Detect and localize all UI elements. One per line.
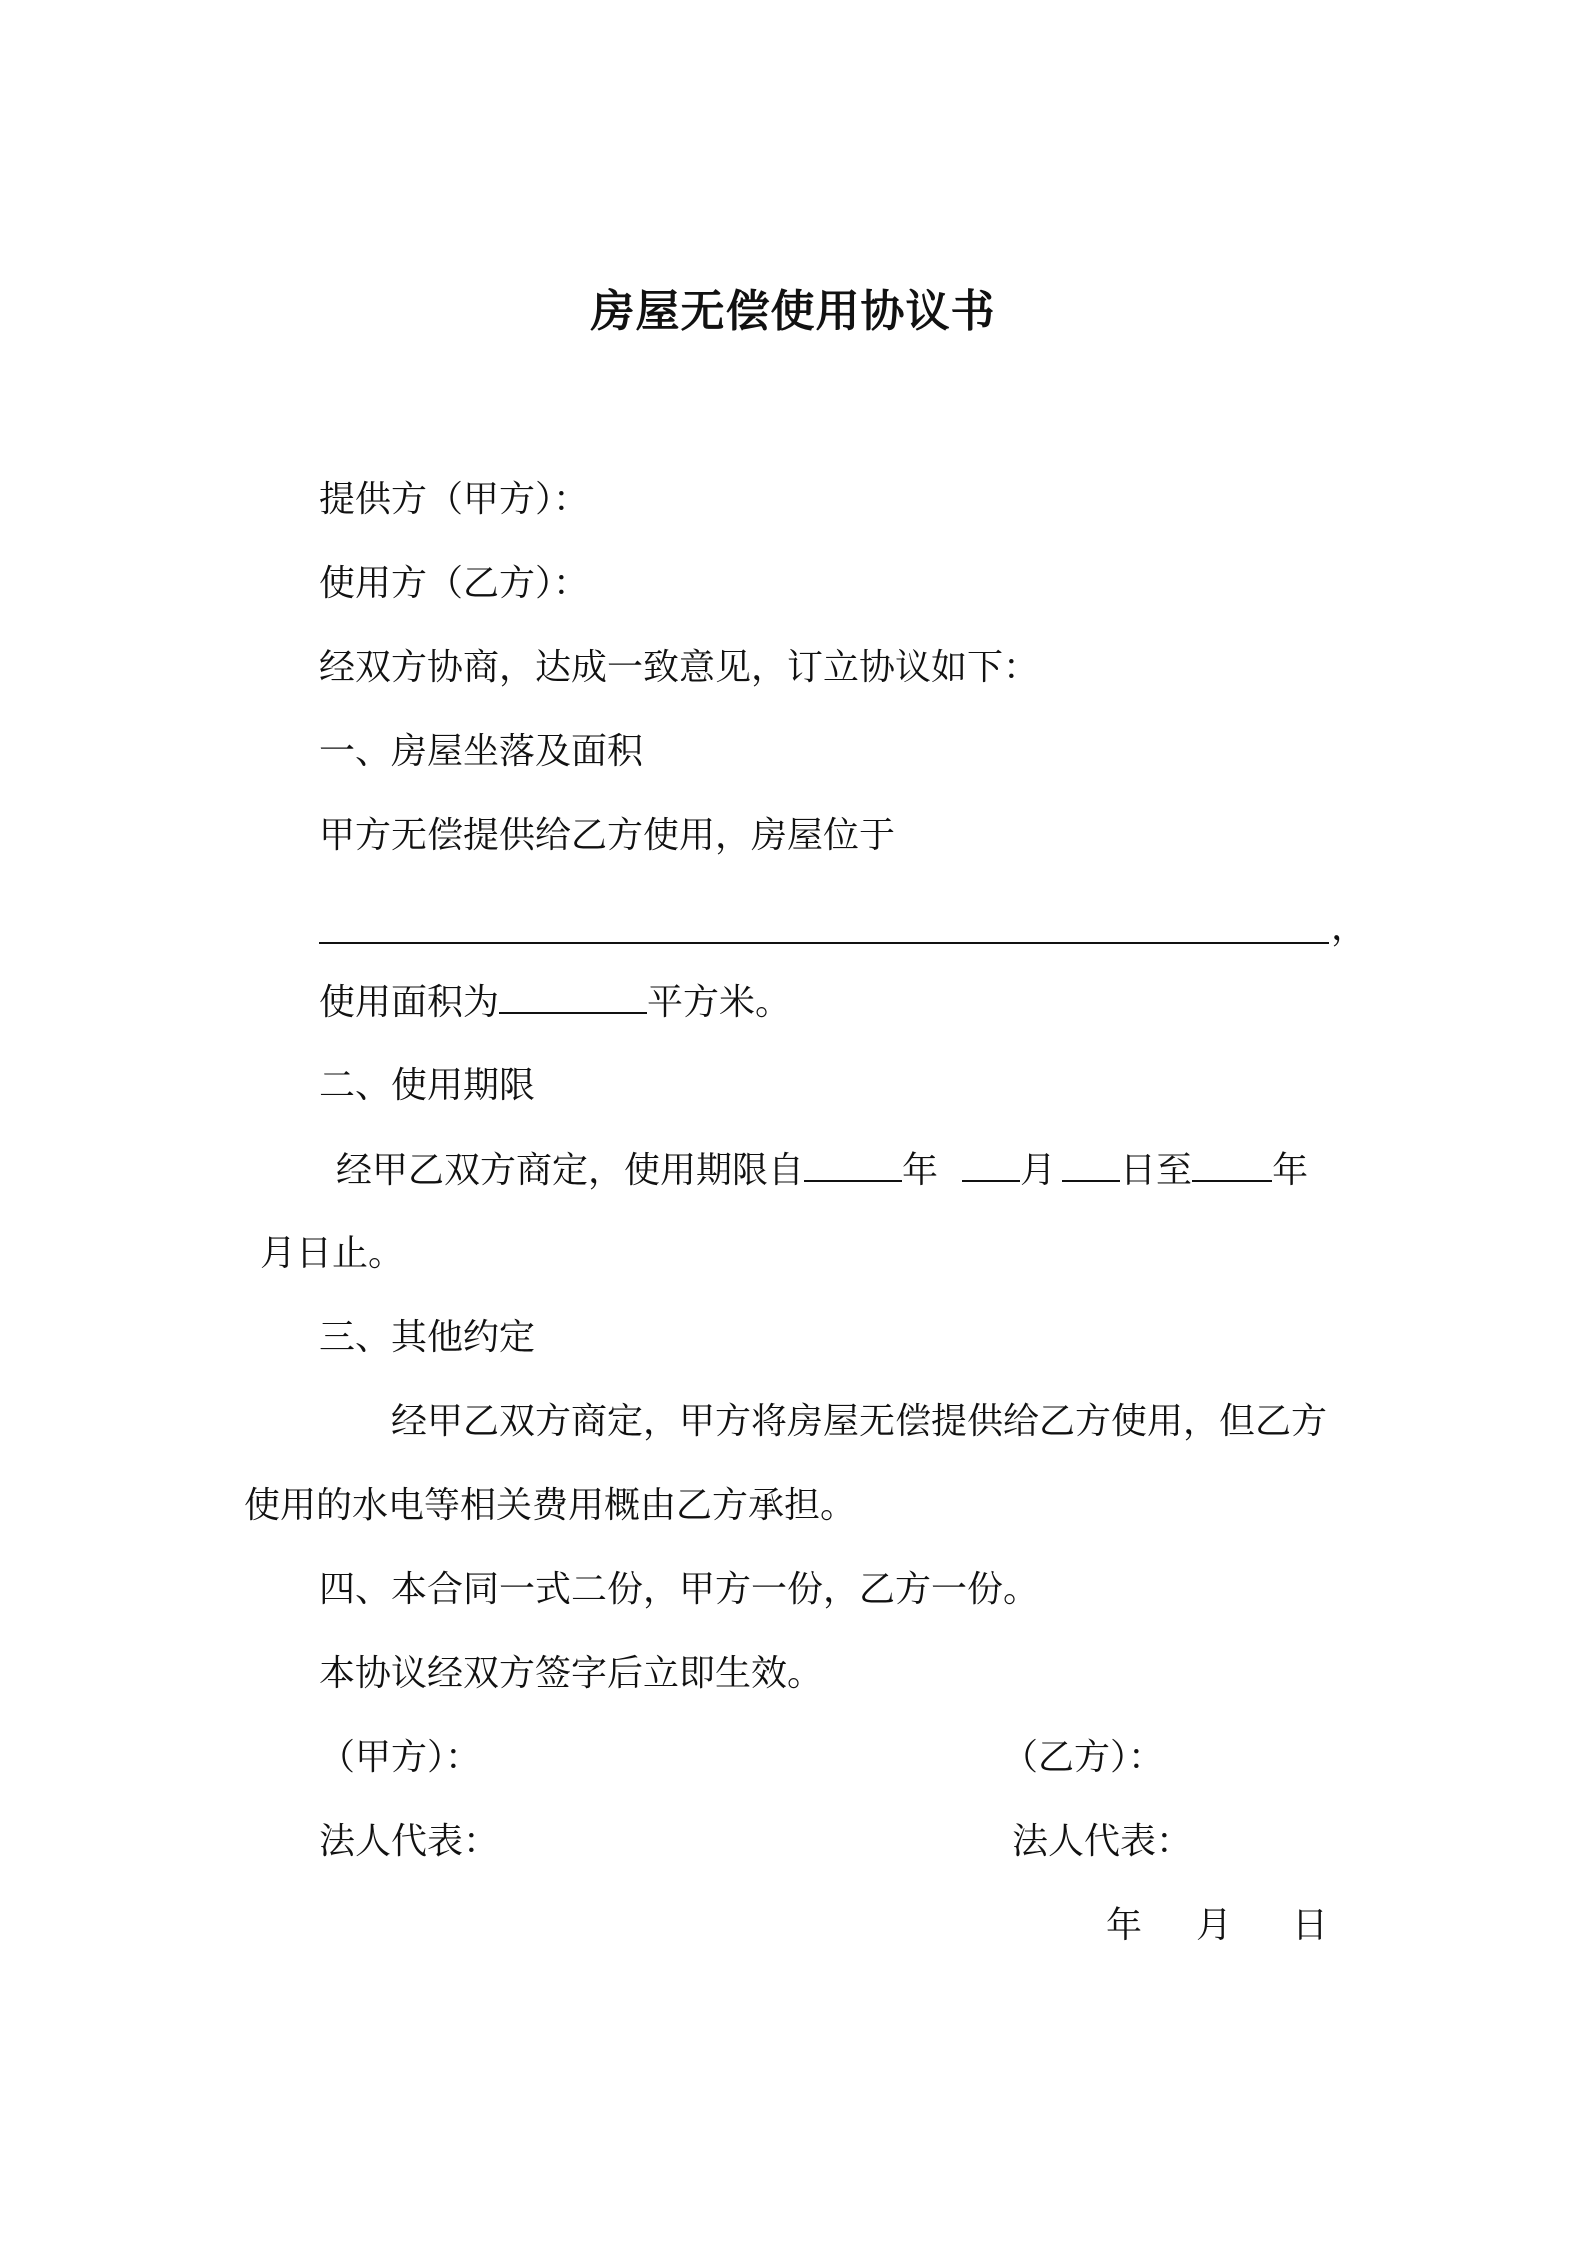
section3-heading: 三、其他约定 <box>319 1317 536 1358</box>
term-month1: 月 <box>1020 1150 1057 1191</box>
section1-heading: 一、房屋坐落及面积 <box>319 731 644 772</box>
user-label: 使用方（乙方）： <box>319 563 590 604</box>
party-a-representative-label: 法人代表： <box>319 1821 500 1862</box>
term-day-to: 日至 <box>1120 1150 1193 1191</box>
section2-heading: 二、使用期限 <box>319 1065 536 1106</box>
start-day-blank <box>1062 1146 1120 1182</box>
area-line <box>319 978 791 1027</box>
section3-line2: 使用的水电等相关费用概由乙方承担。 <box>244 1485 857 1526</box>
document-title: 房屋无偿使用协议书 <box>590 286 996 337</box>
signature-year: 年 <box>1106 1905 1143 1946</box>
party-b-representative-label: 法人代表： <box>1012 1821 1193 1862</box>
intro-text: 经双方协商，达成一致意见，订立协议如下： <box>319 647 1040 688</box>
signature-day: 日 <box>1292 1905 1329 1946</box>
start-year-blank <box>804 1146 902 1182</box>
provider-label: 提供方（甲方）： <box>319 479 590 520</box>
section3-line1: 经甲乙双方商定，甲方将房屋无偿提供给乙方使用，但乙方 <box>391 1401 1328 1442</box>
area-suffix: 平方米。 <box>647 982 792 1023</box>
end-year-blank <box>1192 1146 1272 1182</box>
term-year1: 年 <box>902 1150 939 1191</box>
area-blank <box>499 978 647 1014</box>
signature-month: 月 <box>1196 1905 1233 1946</box>
effect-text: 本协议经双方签字后立即生效。 <box>319 1653 824 1694</box>
start-month-blank <box>962 1146 1020 1182</box>
section4-text: 四、本合同一式二份，甲方一份，乙方一份。 <box>319 1569 1040 1610</box>
location-blank-line <box>319 942 1329 944</box>
term-lead: 经甲乙双方商定，使用期限自 <box>336 1150 805 1191</box>
term-tail: 月日止。 <box>260 1233 405 1274</box>
term-year2: 年 <box>1272 1150 1309 1191</box>
party-a-signature-label: （甲方）： <box>319 1737 482 1778</box>
area-prefix: 使用面积为 <box>319 982 500 1023</box>
location-comma: ， <box>1331 907 1368 948</box>
section1-text: 甲方无偿提供给乙方使用，房屋位于 <box>319 815 896 856</box>
term-line <box>336 1146 1308 1195</box>
party-b-signature-label: （乙方）： <box>1002 1737 1165 1778</box>
